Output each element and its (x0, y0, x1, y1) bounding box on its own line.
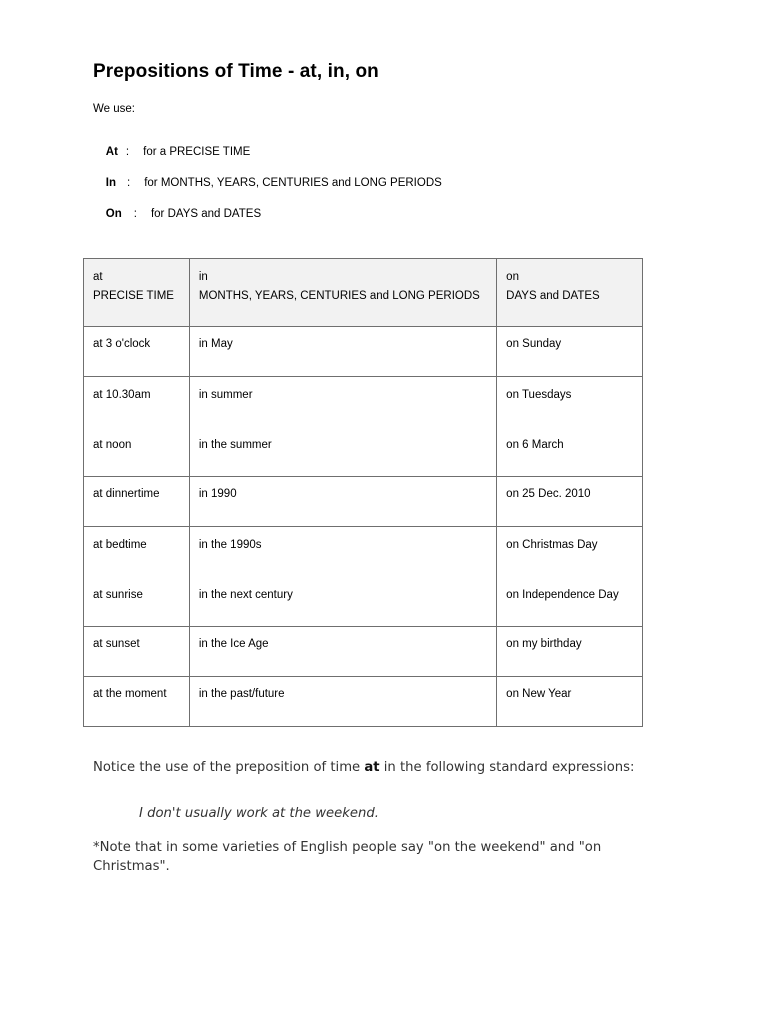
cell-at: at 3 o'clock (84, 327, 190, 377)
cell-at (84, 527, 190, 627)
cell-on: on Sunday (497, 327, 643, 377)
cell-in: in 1990 (189, 477, 496, 527)
cell-line: in the summer (198, 439, 272, 451)
cell-line: in the next century (198, 589, 293, 601)
cell-line: in summer (198, 389, 253, 401)
cell-at: at sunset (84, 627, 190, 677)
header-at-word: at (93, 271, 103, 283)
prepositions-table (83, 258, 643, 727)
cell-on: on 25 Dec. 2010 (497, 477, 643, 527)
cell-at: at the moment (84, 677, 190, 727)
cell-line: at bedtime (93, 539, 147, 551)
rule-at-prep: At (105, 146, 118, 158)
table-header-row (84, 259, 643, 327)
cell-in: in the Ice Age (189, 627, 496, 677)
cell-on (497, 527, 643, 627)
rule-at-sep: : (125, 146, 130, 158)
header-cell-in (189, 259, 496, 327)
page-title: Prepositions of Time - at, in, on (93, 61, 379, 82)
example-sentence: I don't usually work at the weekend. (139, 806, 379, 821)
table-row (84, 377, 643, 477)
header-cell-at (84, 259, 190, 327)
header-on-word: on (506, 271, 519, 283)
rule-on-sep: : (133, 208, 137, 220)
notice-text-after: in the following standard expressions: (379, 760, 635, 775)
intro-we-use: We use: (93, 103, 135, 115)
header-in-label: MONTHS, YEARS, CENTURIES and LONG PERIODS (198, 290, 480, 302)
cell-line: in the 1990s (198, 539, 262, 551)
cell-in (189, 527, 496, 627)
notice-keyword: at (364, 760, 380, 775)
rule-in-sep: : (127, 177, 131, 189)
table-row (84, 477, 643, 527)
cell-in: in May (189, 327, 496, 377)
header-on-label: DAYS and DATES (506, 290, 600, 302)
cell-in (189, 377, 496, 477)
header-at-label: PRECISE TIME (93, 290, 174, 302)
cell-line: on 6 March (506, 439, 564, 451)
cell-in: in the past/future (189, 677, 496, 727)
rule-at-desc: for a PRECISE TIME (143, 146, 251, 158)
table-row (84, 677, 643, 727)
header-cell-on (497, 259, 643, 327)
cell-at: at dinnertime (84, 477, 190, 527)
cell-line: on Independence Day (506, 589, 619, 601)
cell-at (84, 377, 190, 477)
rule-on (93, 196, 261, 232)
rule-in-desc: for MONTHS, YEARS, CENTURIES and LONG PERIODS (144, 177, 442, 189)
notice-text-before: Notice the use of the preposition of time (93, 760, 365, 775)
header-in-word: in (198, 271, 208, 283)
rule-in-prep: In (105, 177, 117, 189)
footnote: *Note that in some varieties of English people say "on the weekend" and "on Christmas". (93, 840, 602, 874)
cell-line: at 10.30am (93, 389, 151, 401)
cell-line: at noon (93, 439, 132, 451)
notice-paragraph (93, 758, 663, 777)
rule-on-desc: for DAYS and DATES (150, 208, 262, 220)
cell-line: on Tuesdays (506, 389, 572, 401)
cell-on: on my birthday (497, 627, 643, 677)
table-row (84, 527, 643, 627)
cell-line: on Christmas Day (506, 539, 598, 551)
table-row (84, 327, 643, 377)
cell-on: on New Year (497, 677, 643, 727)
cell-line: at sunrise (93, 589, 143, 601)
cell-on (497, 377, 643, 477)
rule-on-prep: On (105, 208, 122, 220)
table-row (84, 627, 643, 677)
